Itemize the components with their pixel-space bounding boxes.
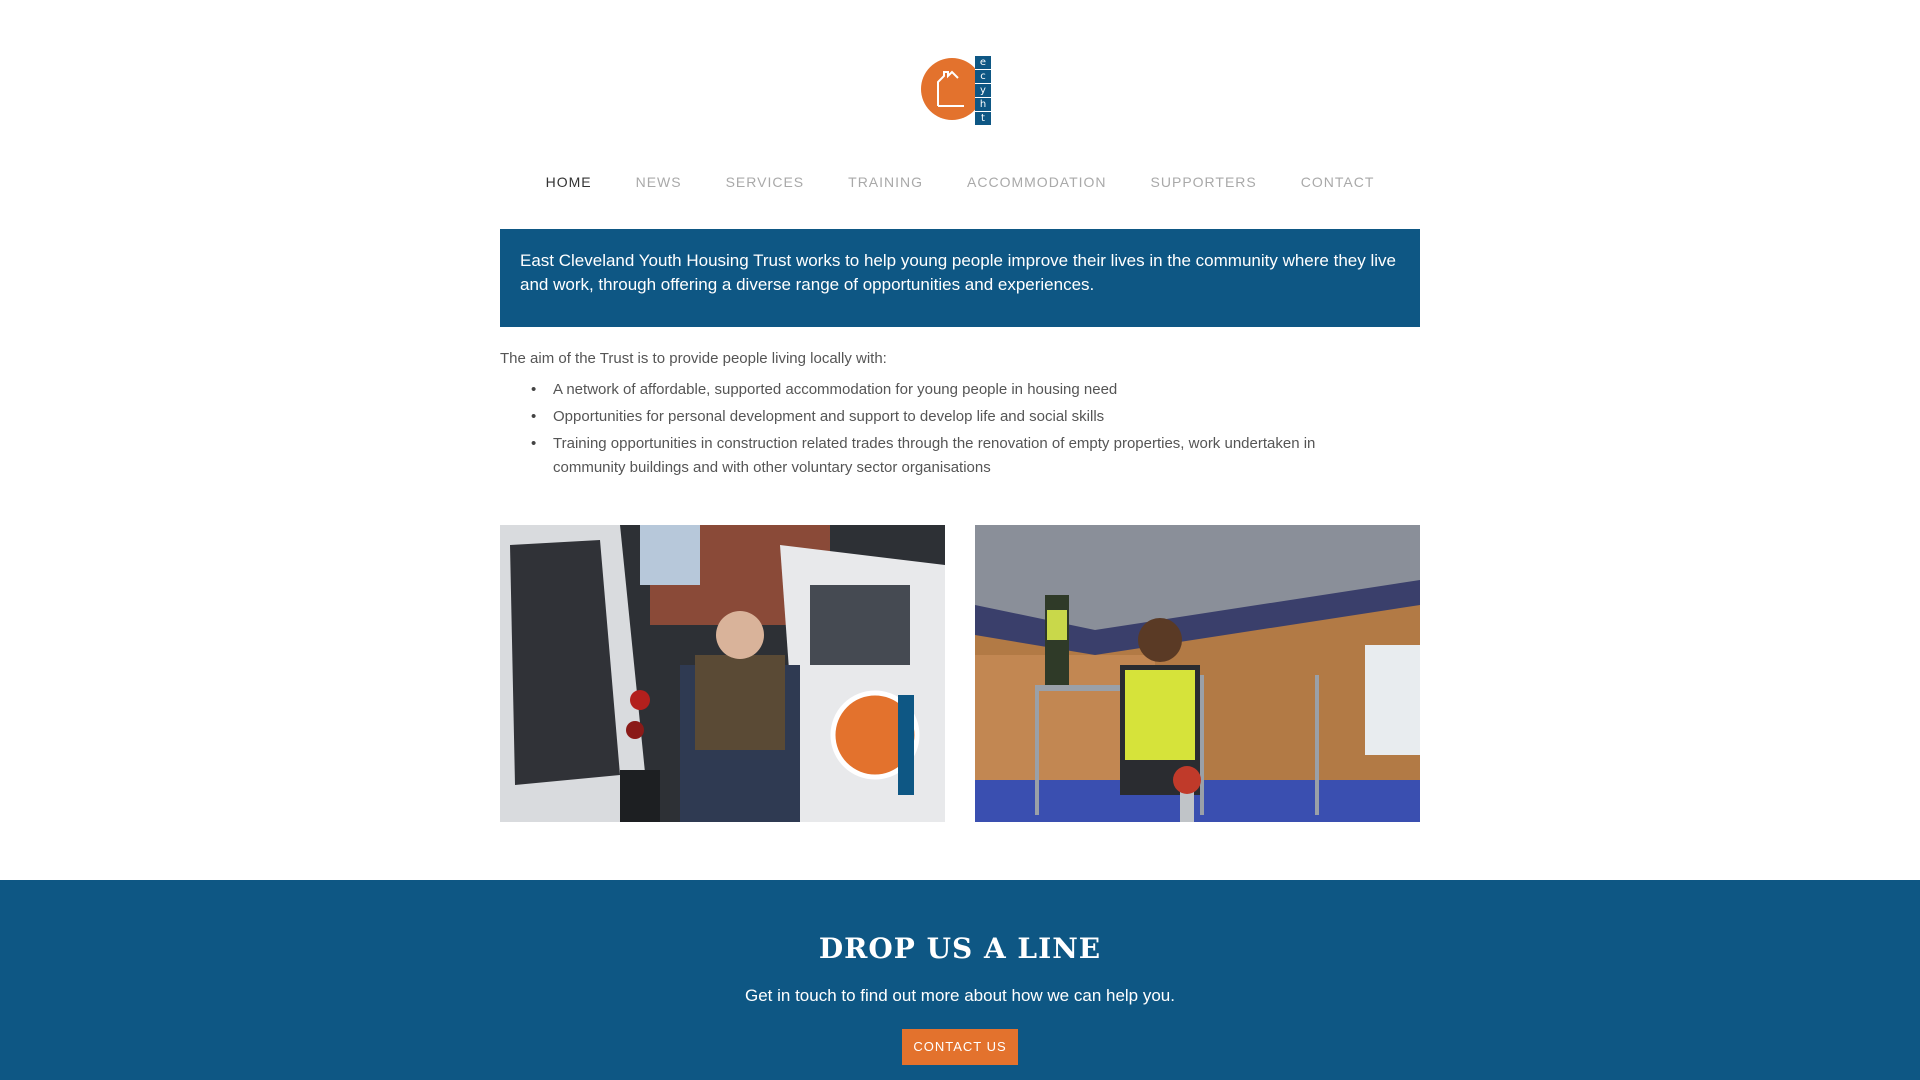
nav-news[interactable]: NEWS — [635, 174, 682, 190]
list-item: • A network of affordable, supported accommodation for young people in housing need — [553, 378, 1373, 402]
list-item: • Opportunities for personal development and support to develop life and social skills — [553, 405, 1373, 429]
construction-workers-photo — [975, 525, 1420, 822]
nav-services[interactable]: SERVICES — [725, 174, 805, 190]
logo-letter: e — [975, 56, 991, 70]
contact-subtext: Get in touch to find out more about how we can help you. — [745, 986, 1175, 1005]
aim-list — [553, 378, 1373, 483]
intro-text: East Cleveland Youth Housing Trust works to help young people improve their lives in the community where they live and work, through offering a diverse range of opportunities and experiences. — [520, 251, 1396, 294]
site-header — [0, 0, 1920, 200]
intro-banner — [500, 229, 1420, 327]
man-in-van-photo — [500, 525, 945, 822]
house-icon — [934, 68, 970, 108]
logo-letter: c — [975, 70, 991, 84]
contact-section — [0, 880, 1920, 1080]
nav-supporters[interactable]: SUPPORTERS — [1150, 174, 1257, 190]
logo-letter: y — [975, 84, 991, 98]
aim-intro: The aim of the Trust is to provide people living locally with: — [500, 350, 887, 367]
logo-letter: t — [975, 112, 991, 126]
nav-accommodation[interactable]: ACCOMMODATION — [967, 174, 1107, 190]
logo-letters — [975, 56, 991, 124]
list-item: • Training opportunities in construction related trades through the renovation of empty properties, work undertaken in community buildings and with other voluntary sector organisations — [553, 432, 1373, 480]
main-nav — [0, 174, 1920, 190]
contact-us-button[interactable]: CONTACT US — [902, 1029, 1018, 1065]
site-logo[interactable] — [918, 54, 993, 126]
logo-letter: h — [975, 98, 991, 112]
nav-home[interactable]: HOME — [545, 174, 592, 190]
contact-heading: DROP US A LINE — [818, 932, 1102, 965]
nav-contact[interactable]: CONTACT — [1300, 174, 1375, 190]
nav-training[interactable]: TRAINING — [848, 174, 924, 190]
